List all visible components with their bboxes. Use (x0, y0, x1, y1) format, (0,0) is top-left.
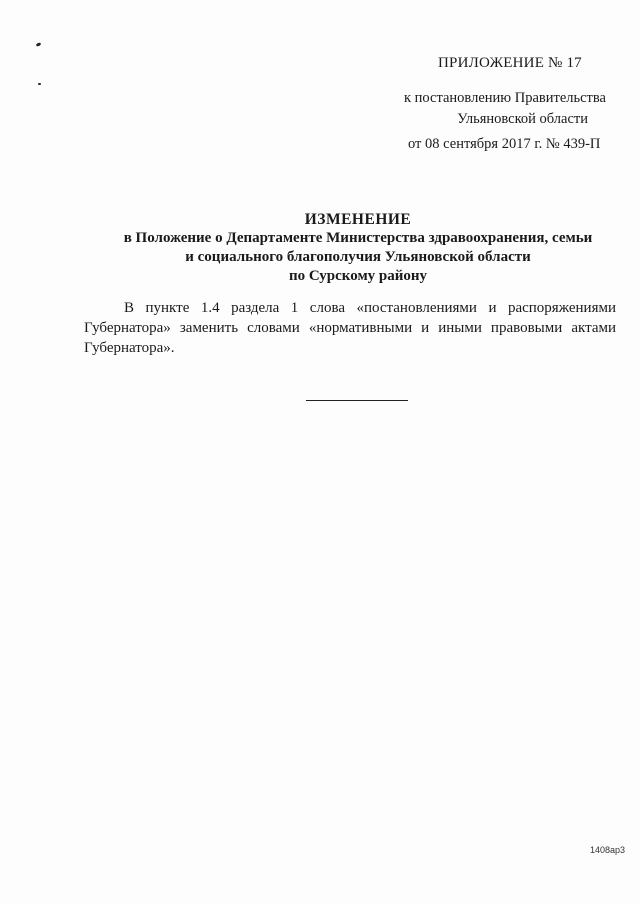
annex-reference (370, 88, 610, 130)
annex-reference-line1: к постановлению Правительства (404, 90, 606, 106)
annex-date: от 08 сентября 2017 г. № 439-П (408, 136, 601, 152)
body-paragraph: В пункте 1.4 раздела 1 слова «постановлениями и распоряжениями Губернатора» заменить словами «нормативными и иными правовыми актами Губернатора». (84, 300, 616, 356)
heading-line3: по Сурскому району (288, 268, 428, 284)
annex-title: ПРИЛОЖЕНИЕ № 17 (438, 55, 582, 71)
scan-speck (36, 42, 42, 47)
annex-reference-line2: Ульяновской области (457, 111, 588, 127)
scan-speck (38, 83, 41, 85)
footer-code: 1408ар3 (590, 845, 626, 855)
heading-title: ИЗМЕНЕНИЕ (304, 211, 412, 228)
document-heading (96, 210, 620, 286)
closing-divider (306, 400, 408, 401)
heading-line2: и социального благополучия Ульяновской области (185, 249, 531, 265)
heading-line1: в Положение о Департаменте Министерства здравоохранения, семьи (123, 230, 593, 246)
